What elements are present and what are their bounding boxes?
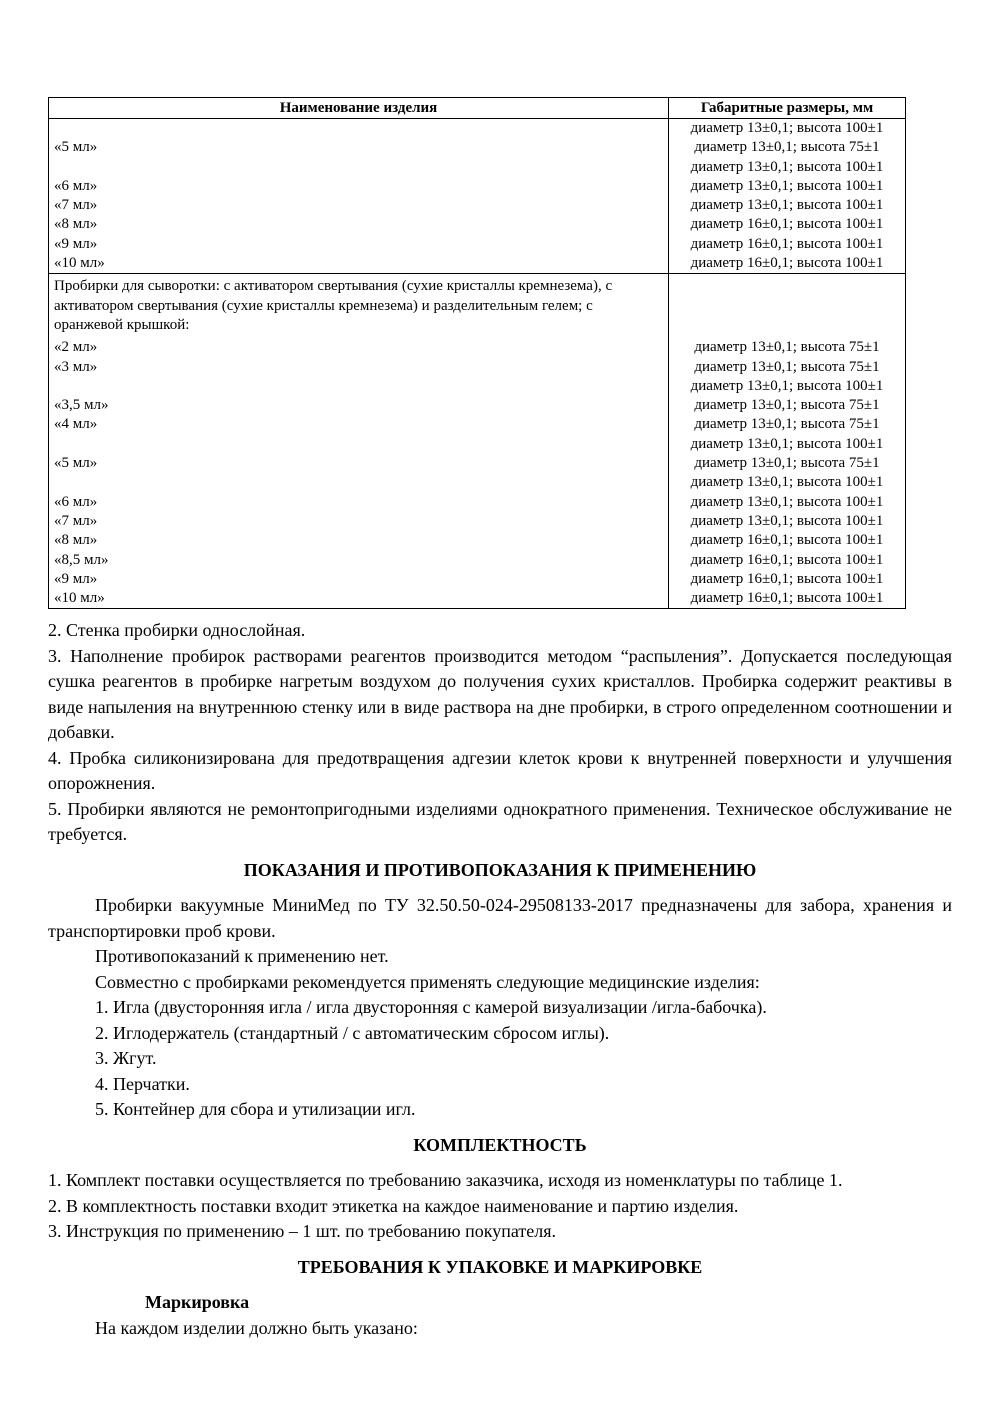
product-name: «8,5 мл» [54,551,109,568]
recommended-product-item: 1. Игла (двусторонняя игла / игла двусторонняя с камерой визуализации /игла-бабочка). [95,997,767,1017]
completeness-item: 3. Инструкция по применению – 1 шт. по требованию покупателя. [48,1221,556,1241]
recommended-product-item: 3. Жгут. [95,1048,157,1068]
recommended-product-item: 5. Контейнер для сбора и утилизации игл. [95,1099,416,1119]
dimension-value: диаметр 16±0,1; высота 100±1 [690,255,884,272]
dimension-value: диаметр 13±0,1; высота 100±1 [690,435,884,452]
dimension-value: диаметр 16±0,1; высота 100±1 [690,532,884,549]
dimension-value: диаметр 16±0,1; высота 100±1 [690,235,884,252]
dimension-value: диаметр 13±0,1; высота 75±1 [694,139,880,156]
dimension-value: диаметр 13±0,1; высота 100±1 [690,158,884,175]
completeness-item: 2. В комплектность поставки входит этикетка на каждое наименование и партию изделия. [48,1195,739,1216]
product-name: «8 мл» [54,216,98,233]
dimensions-cell [669,119,906,274]
completeness-item: 1. Комплект поставки осуществляется по требованию заказчика, исходя из номенклатуры по таблице 1. [48,1170,843,1190]
product-name-cell [49,119,669,274]
product-name: «6 мл» [54,177,98,194]
completeness-list [48,1168,952,1245]
dimension-value: диаметр 16±0,1; высота 100±1 [690,216,884,233]
table-block-volumes [49,119,906,274]
product-name: «5 мл» [54,455,98,472]
product-name: «3,5 мл» [54,397,109,414]
serum-intro-empty-cell [669,274,906,338]
product-name: «5 мл» [54,139,98,156]
serum-intro-cell [49,274,669,338]
indications-recommended-intro: Совместно с пробирками рекомендуется применять следующие медицинские изделия: [95,971,760,992]
recommended-products-list [48,995,952,1123]
dimension-value: диаметр 13±0,1; высота 100±1 [690,177,884,194]
table-serum-intro-row [49,274,906,338]
paragraph-reagent-filling: 3. Наполнение пробирок растворами реагентов производится методом “распыления”. Допускается последующая сушка реагентов в пробирке нагретым воздухом до получения сухих кристаллов. Пробирка содержит реактивы в виде напыления на внутреннюю стенку или в виде раствора на дне пробирки, в строго определенном соотношении и добавки. [48,645,952,742]
dimension-value: диаметр 13±0,1; высота 75±1 [694,358,880,375]
marking-intro: На каждом изделии должно быть указано: [95,1317,418,1338]
indications-contraindications: Противопоказаний к применению нет. [95,946,389,966]
col-header-dimensions: Габаритные размеры, мм [669,98,906,119]
dimension-value: диаметр 16±0,1; высота 100±1 [690,551,884,568]
product-name: «6 мл» [54,493,98,510]
product-dimensions-table [48,97,906,609]
dimension-value: диаметр 13±0,1; высота 100±1 [690,377,884,394]
paragraph-single-use: 5. Пробирки являются не ремонтопригодными изделиями однократного применения. Техническое обслуживание не требуется. [48,798,952,844]
dimension-value: диаметр 13±0,1; высота 100±1 [690,197,884,214]
product-name-cell [49,338,669,609]
paragraph-tube-wall: 2. Стенка пробирки однослойная. [48,620,306,640]
dimension-value: диаметр 16±0,1; высота 100±1 [690,570,884,587]
dimension-value: диаметр 13±0,1; высота 75±1 [694,455,880,472]
dimension-value: диаметр 13±0,1; высота 75±1 [694,416,880,433]
product-name: «9 мл» [54,570,98,587]
table-header-row [49,98,906,119]
serum-tubes-description: Пробирки для сыворотки: с активатором свертывания (сухие кристаллы кремнезема), с активатором свертывания (сухие кристаллы кремнезема) и разделительным гелем; с оранжевой крышкой: [54,278,613,333]
product-name: «2 мл» [54,339,98,356]
table-block-serum-volumes [49,338,906,609]
dimension-value: диаметр 13±0,1; высота 100±1 [690,120,884,136]
product-name [49,377,668,396]
recommended-product-item: 2. Иглодержатель (стандартный / с автоматическим сбросом иглы). [95,1022,610,1043]
dimension-value: диаметр 13±0,1; высота 75±1 [694,339,880,356]
dimension-value: диаметр 13±0,1; высота 100±1 [690,474,884,491]
indications-purpose: Пробирки вакуумные МиниМед по ТУ 32.50.50-024-29508133-2017 предназначены для забора, хранения и транспортировки проб крови. [48,895,952,941]
product-name [49,473,668,492]
dimension-value: диаметр 13±0,1; высота 100±1 [690,493,884,510]
product-name: «3 мл» [54,358,98,375]
product-name [49,158,668,177]
dimension-value: диаметр 13±0,1; высота 100±1 [690,512,884,529]
product-name: «9 мл» [54,235,98,252]
dimension-value: диаметр 13±0,1; высота 75±1 [694,397,880,414]
col-header-product-name: Наименование изделия [49,98,669,119]
subheading-marking: Маркировка [145,1292,250,1312]
product-name: «4 мл» [54,416,98,433]
product-name [49,435,668,454]
recommended-product-item: 4. Перчатки. [95,1073,190,1094]
product-name: «10 мл» [54,590,105,607]
section-heading-completeness: КОМПЛЕКТНОСТЬ [413,1134,587,1155]
product-name: «7 мл» [54,512,98,529]
document-body [48,618,952,1341]
product-name: «7 мл» [54,197,98,214]
paragraph-siliconized-stopper: 4. Пробка силиконизирована для предотвращения адгезии клеток крови к внутренней поверхности и улучшения опорожнения. [48,747,952,793]
dimensions-cell [669,338,906,609]
product-name [49,119,668,138]
dimension-value: диаметр 16±0,1; высота 100±1 [690,590,884,607]
product-name: «10 мл» [54,255,105,272]
section-heading-indications: ПОКАЗАНИЯ И ПРОТИВОПОКАЗАНИЯ К ПРИМЕНЕНИЮ [243,859,757,880]
product-name: «8 мл» [54,532,98,549]
section-heading-packaging: ТРЕБОВАНИЯ К УПАКОВКЕ И МАРКИРОВКЕ [297,1256,703,1277]
